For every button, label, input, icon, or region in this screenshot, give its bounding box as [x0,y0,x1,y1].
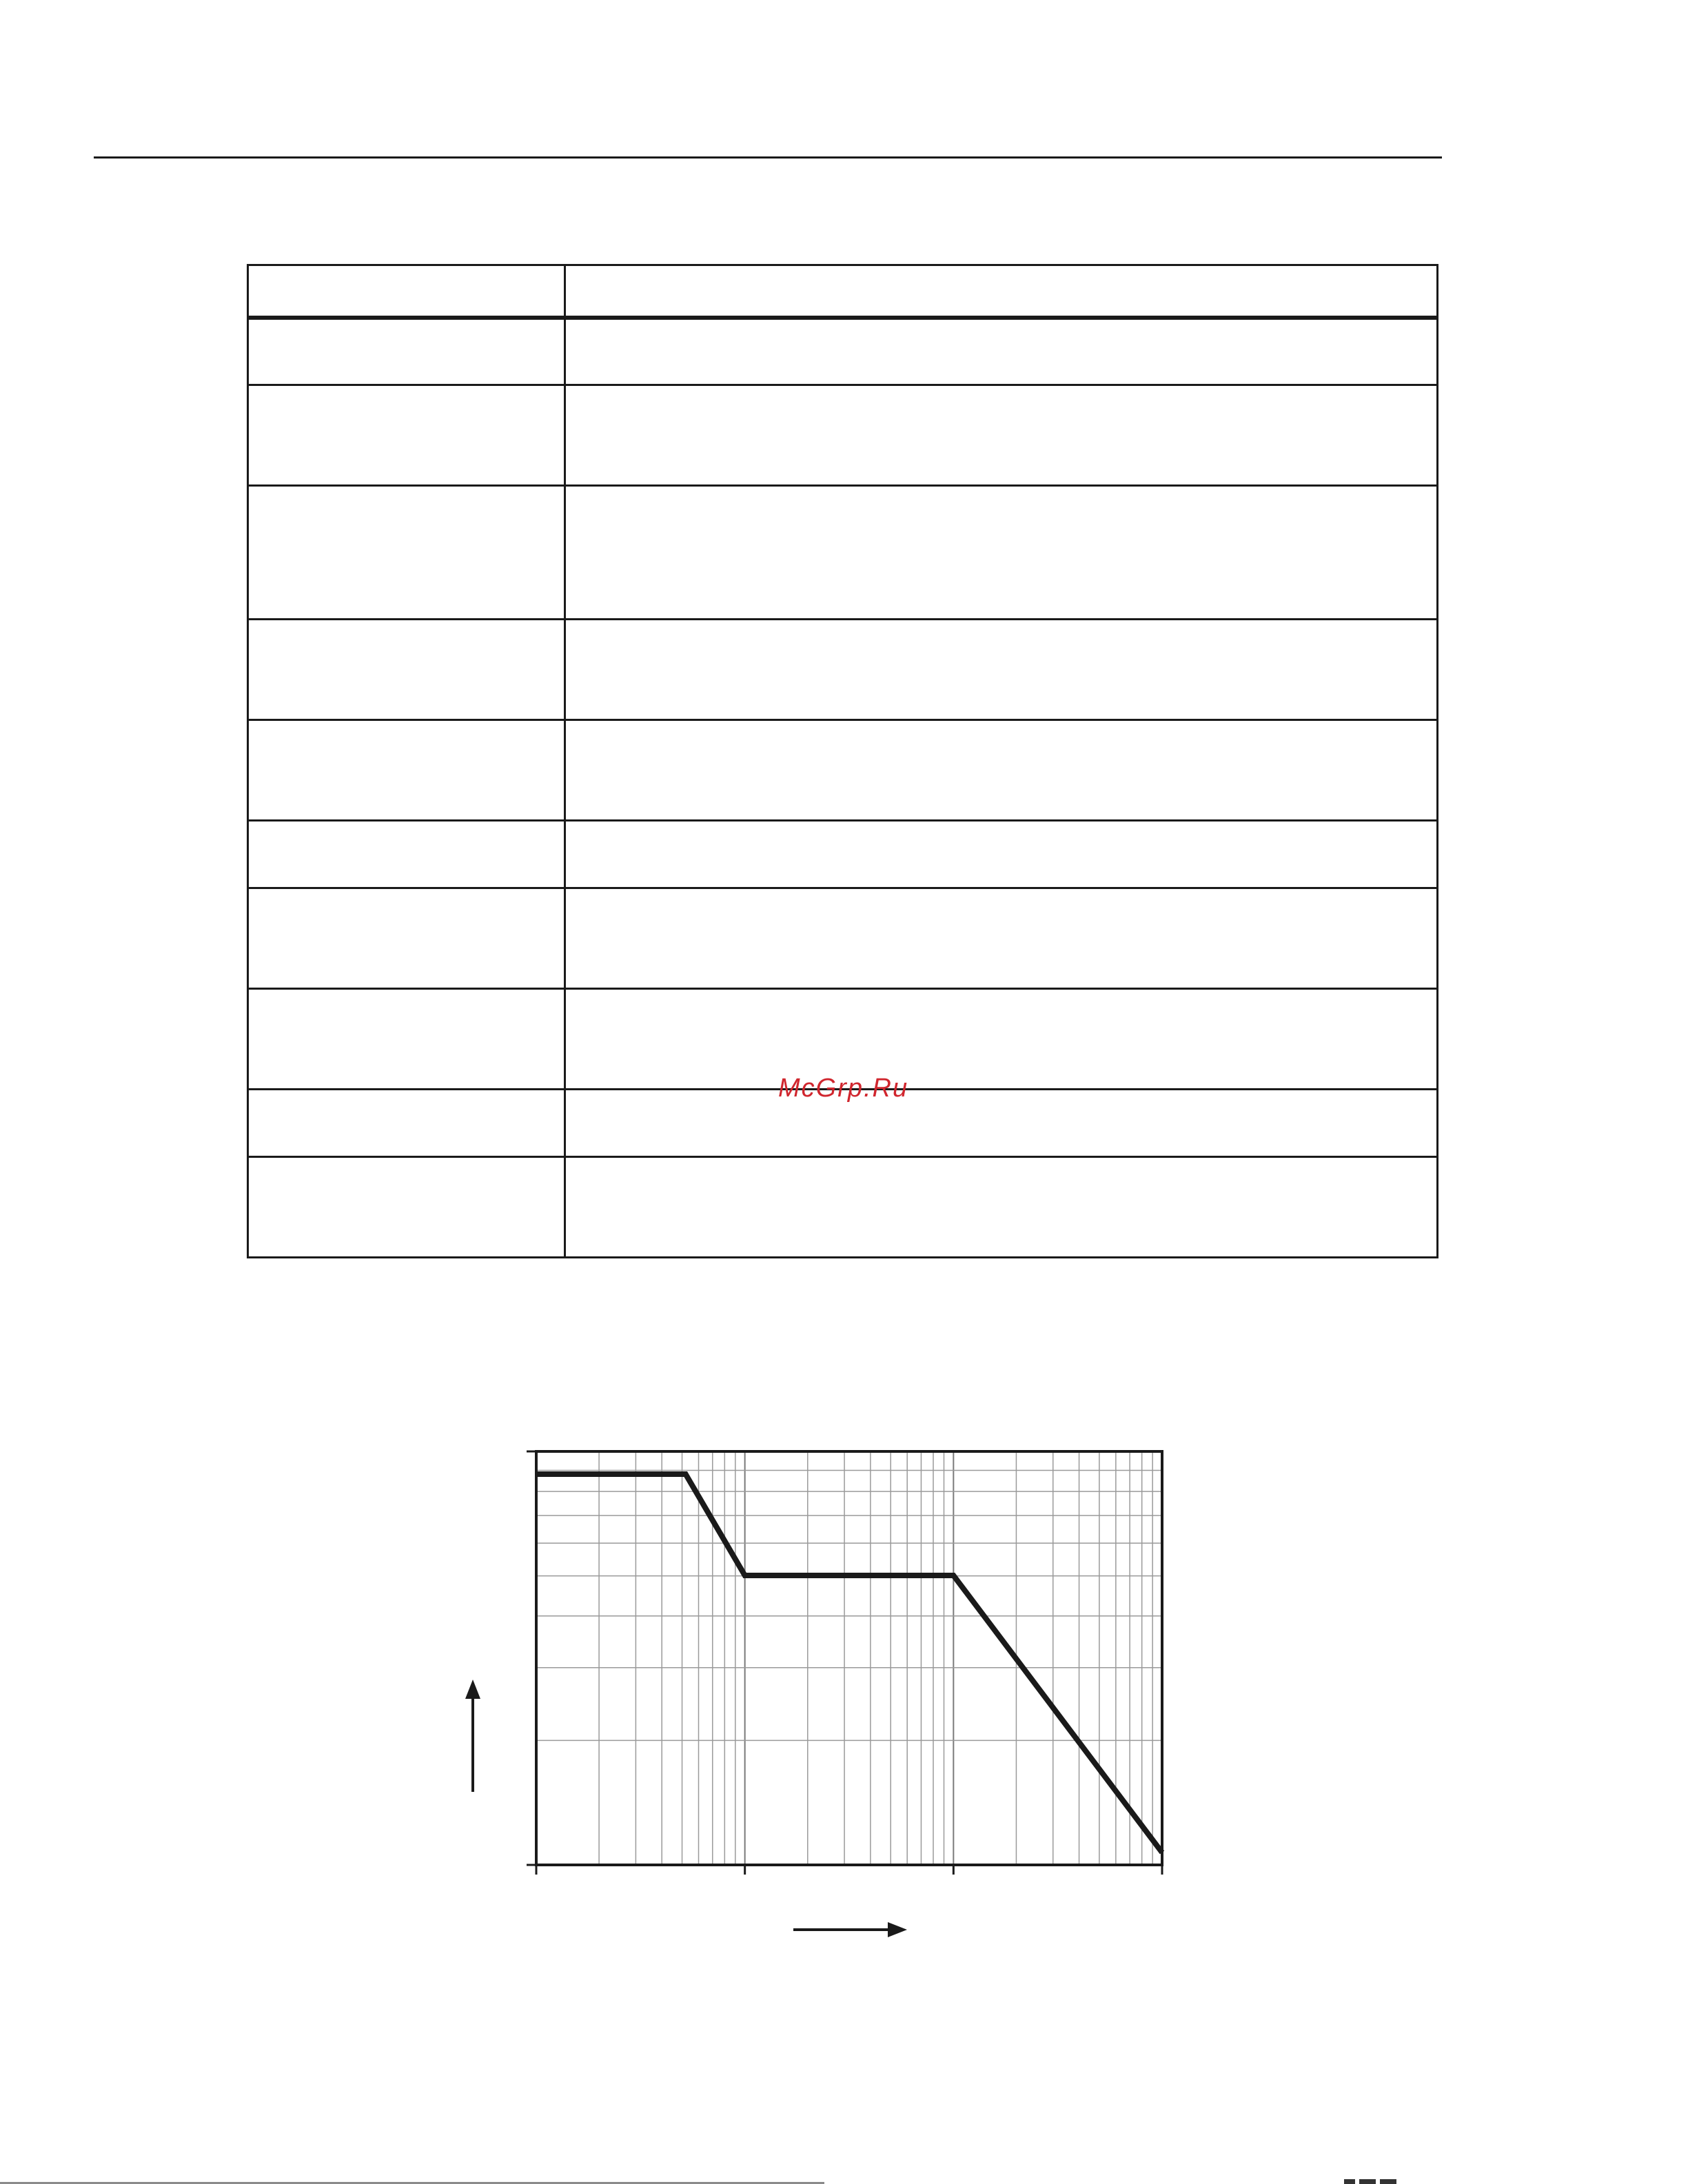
watermark: McGrp.Ru [778,1074,909,1103]
plot-frame [536,1451,1162,1865]
series-line [536,1474,1162,1853]
chart-grid [536,1451,1162,1865]
axis-arrows [465,1680,907,1937]
footer-logo-fragment [1344,2176,1399,2184]
x-axis-arrowhead [888,1922,907,1937]
y-axis-arrowhead [465,1680,480,1699]
chart-series [536,1474,1162,1853]
